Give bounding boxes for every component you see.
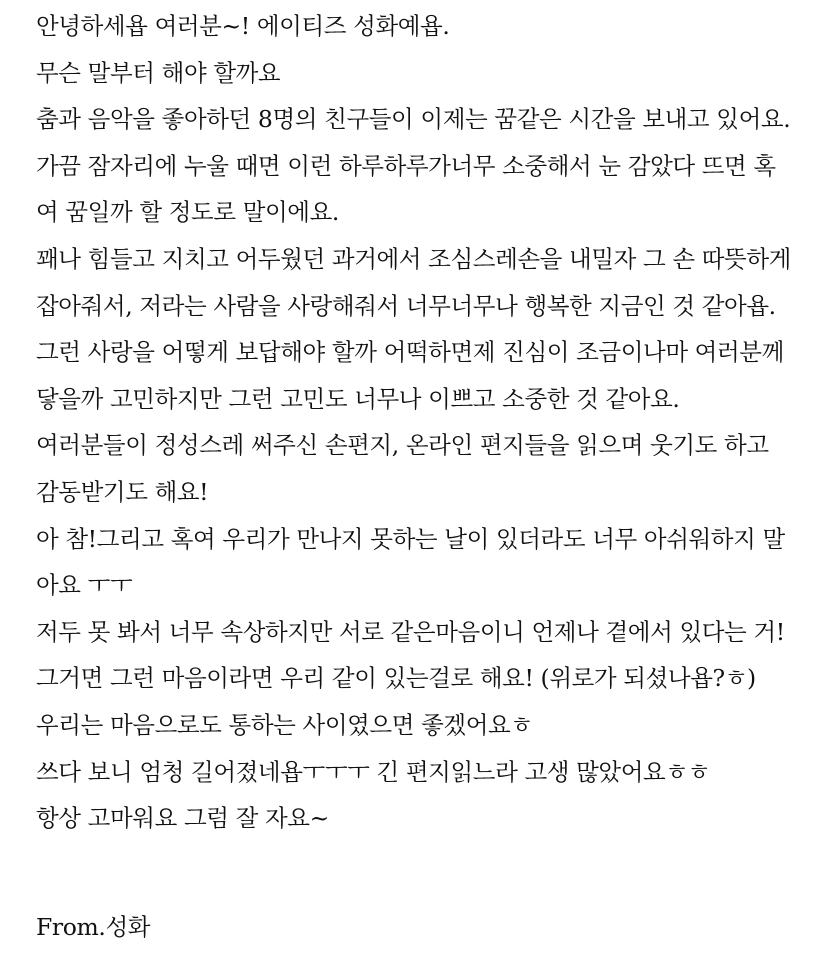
letter-body — [36, 6, 816, 947]
letter-line: 여 꿈일까 할 정도로 말이에요. — [36, 198, 339, 227]
letter-line: 쓰다 보니 엄청 길어졌네욥ㅜㅜㅜ 긴 편지읽느라 고생 많았어요ㅎㅎ — [36, 757, 710, 786]
letter-line: 그런 사랑을 어떻게 보답해야 할까 어떡하면제 진심이 조금이나마 여러분께 — [36, 338, 784, 367]
letter-line: 닿을까 고민하지만 그런 고민도 너무나 이쁘고 소중한 것 같아요. — [36, 384, 680, 413]
signature: From.성화 — [36, 913, 151, 942]
letter-line: 저두 못 봐서 너무 속상하지만 서로 같은마음이니 언제나 곁에서 있다는 거! — [36, 617, 785, 646]
letter-line: 안녕하세욥 여러분~! 에이티즈 성화예욥. — [36, 12, 450, 40]
letter-line: 그거면 그런 마음이라면 우리 같이 있는걸로 해요! (위로가 되셨나욥?ㅎ) — [36, 664, 756, 693]
letter-line: 꽤나 힘들고 지치고 어두웠던 과거에서 조심스레손을 내밀자 그 손 따뜻하게 — [36, 244, 791, 273]
letter-line: 잡아줘서, 저라는 사람을 사랑해줘서 너무너무나 행복한 지금인 것 같아욥. — [36, 291, 776, 320]
letter-line: 여러분들이 정성스레 써주신 손편지, 온라인 편지들을 읽으며 웃기도 하고 — [36, 431, 769, 460]
letter-line: 우리는 마음으로도 통하는 사이였으면 좋겠어요ㅎ — [36, 710, 533, 739]
letter-line: 가끔 잠자리에 누울 때면 이런 하루하루가너무 소중해서 눈 감았다 뜨면 혹 — [36, 151, 776, 180]
letter-line: 감동받기도 해요! — [36, 477, 209, 506]
letter-line: 아요 ㅜㅜ — [36, 571, 133, 600]
blank-line — [36, 845, 816, 892]
letter-line: 춤과 음악을 좋아하던 8명의 친구들이 이제는 꿈같은 시간을 보내고 있어요. — [36, 105, 791, 134]
letter-line: 무슨 말부터 해야 할까요 — [36, 58, 281, 87]
letter-line: 아 참!그리고 혹여 우리가 만나지 못하는 날이 있더라도 너무 아쉬워하지 말 — [36, 524, 785, 553]
letter-line: 항상 고마워요 그럼 잘 자요~ — [36, 804, 329, 833]
